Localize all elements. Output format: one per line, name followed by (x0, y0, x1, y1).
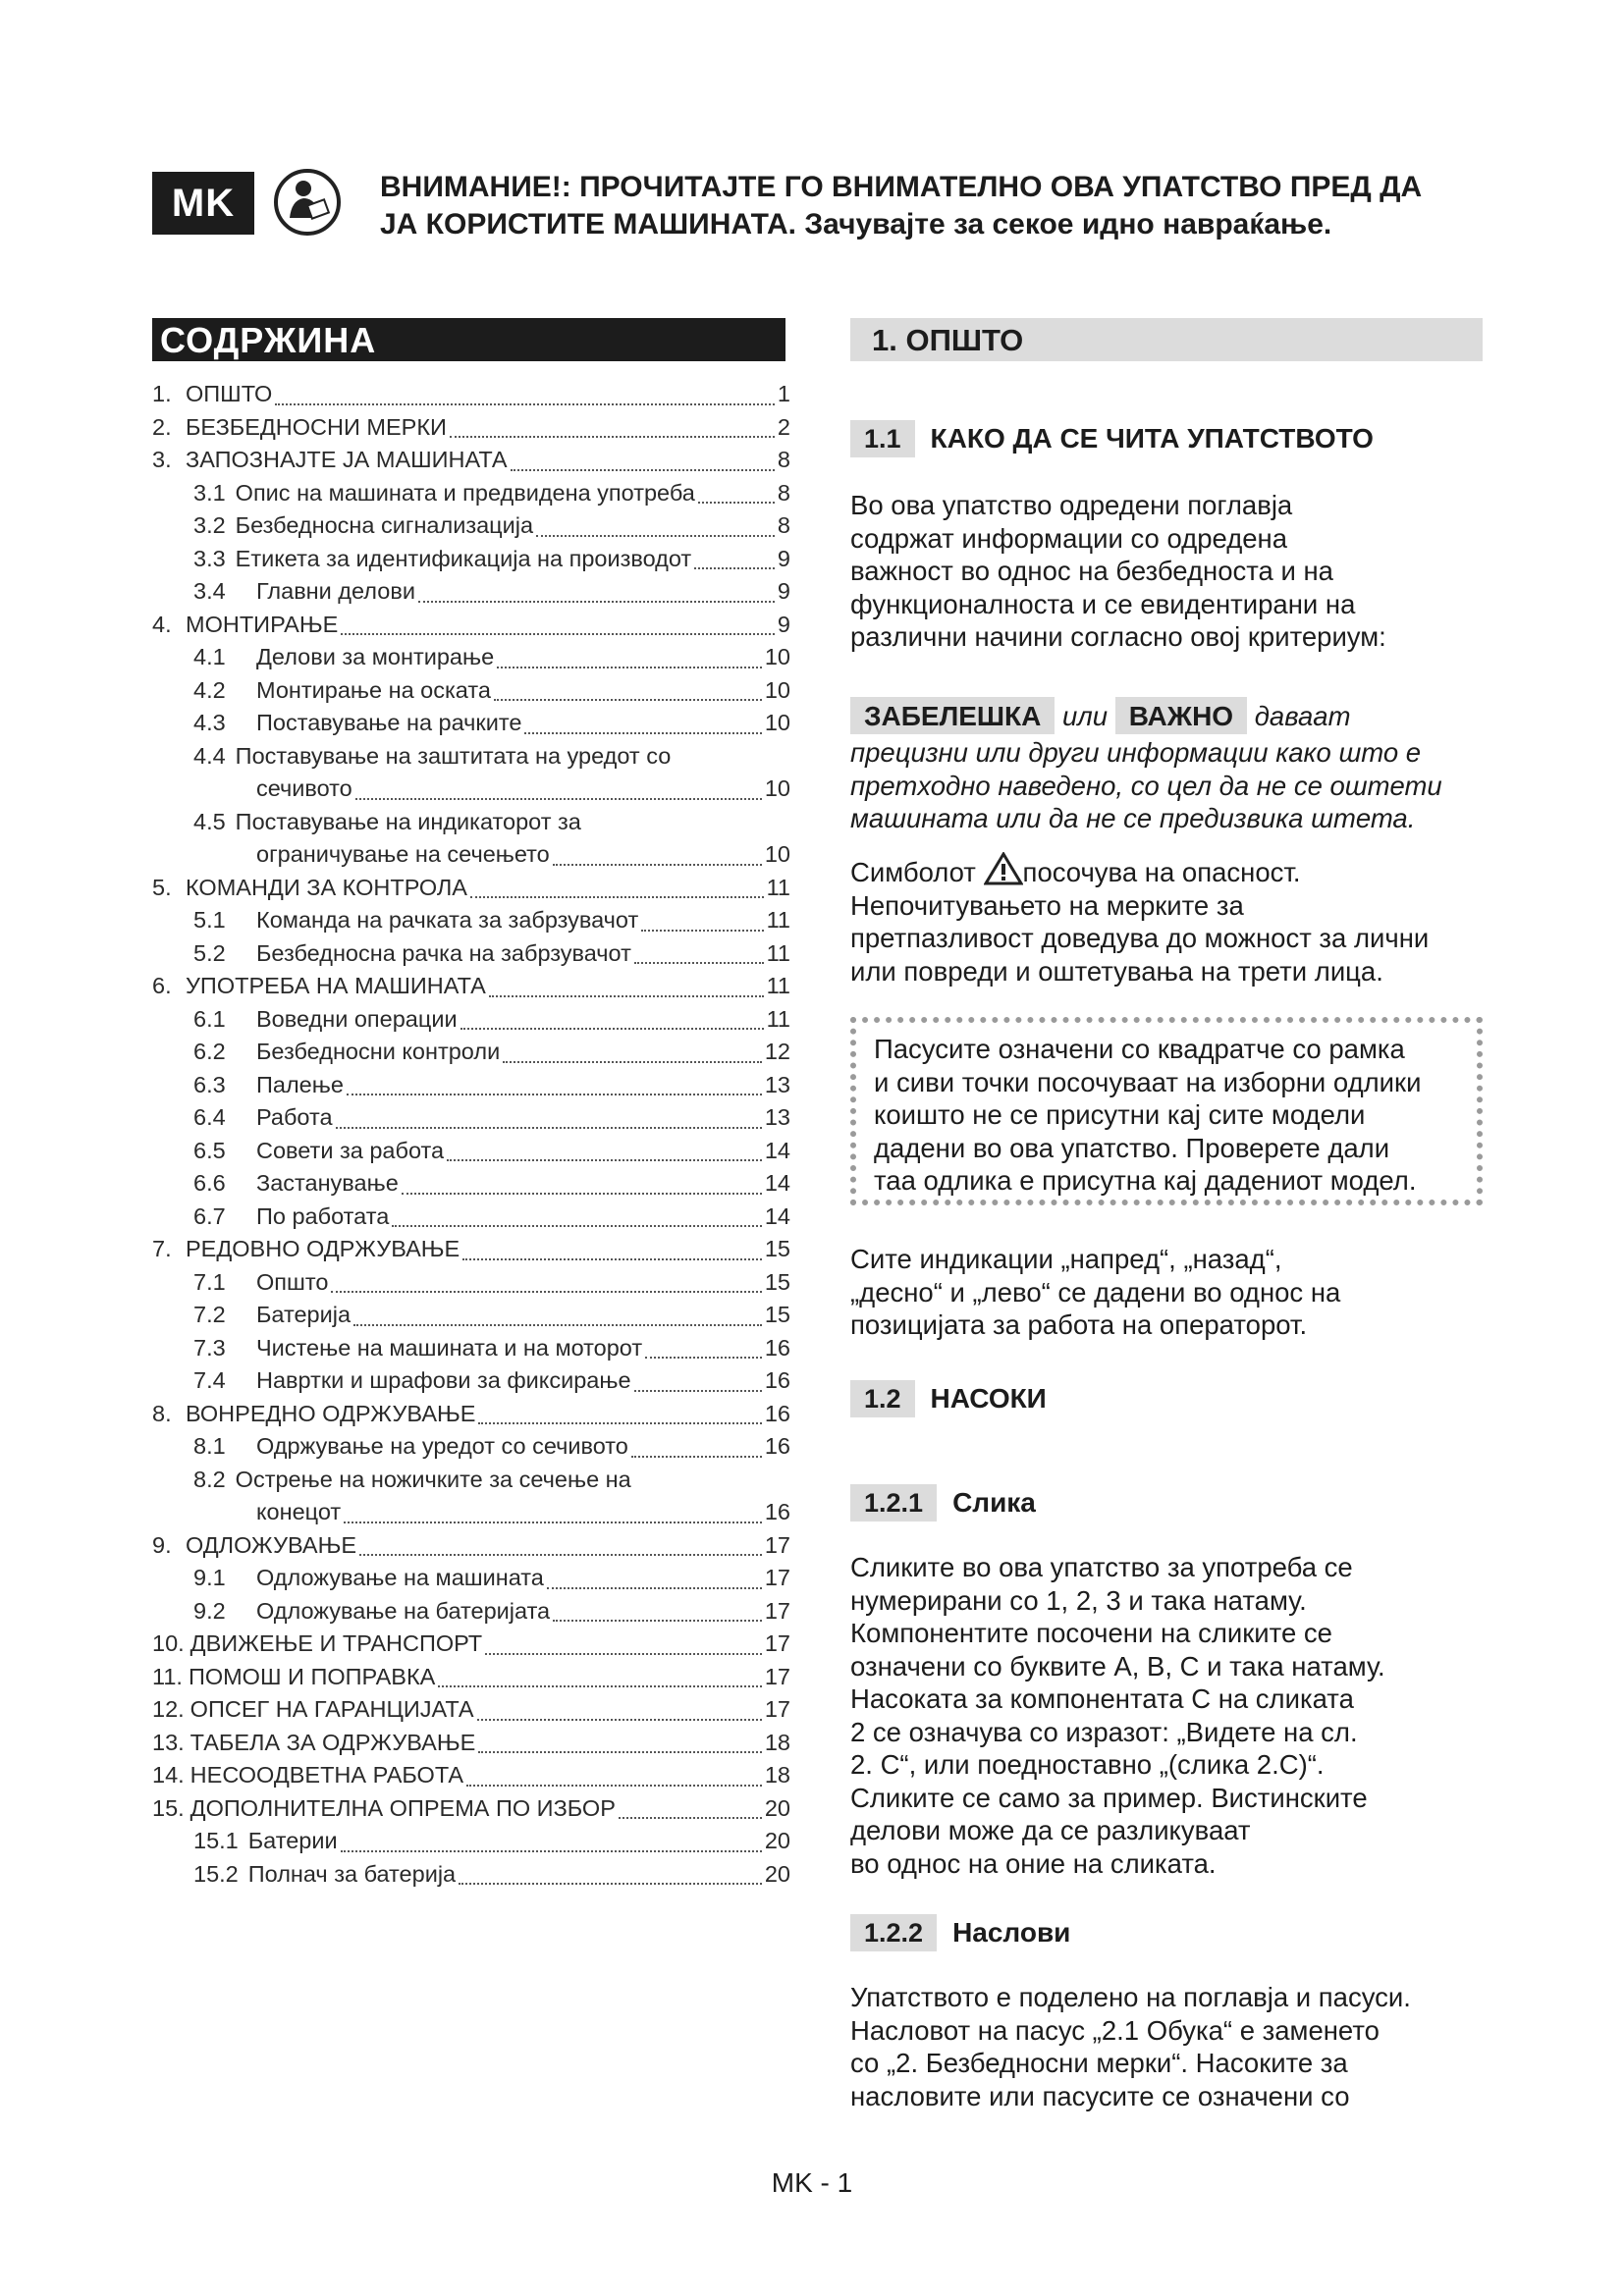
toc-dot-leader (698, 502, 775, 504)
warning-triangle-icon (984, 852, 1023, 885)
toc-entry-label: Застанување (256, 1170, 399, 1196)
subsection-title: НАСОКИ (930, 1383, 1047, 1414)
language-badge: MK (152, 172, 254, 235)
toc-entry-page: 11 (766, 907, 790, 933)
toc-entry-page: 16 (764, 1334, 790, 1361)
toc-entry-page: 9 (777, 611, 790, 637)
toc-dot-leader (497, 667, 762, 668)
toc-entry-number: 14. (152, 1762, 185, 1788)
text-line: 2. C“, или поедноставно „(слика 2.C)“. (850, 1749, 1325, 1780)
toc-entry-number: 4. (152, 611, 172, 637)
toc-entry (152, 677, 790, 711)
toc-entry-page: 20 (764, 1860, 790, 1887)
toc-dot-leader (353, 1324, 762, 1326)
toc-dot-leader (634, 1390, 762, 1392)
danger-paragraph (850, 852, 1489, 988)
toc-dot-leader (631, 1456, 762, 1458)
toc-entry (152, 546, 790, 579)
text-line: 2 се означува со изразот: „Видете на сл. (850, 1716, 1358, 1747)
toc-entry-page: 2 (777, 413, 790, 440)
toc-entry-label: Монтирање на оската (256, 676, 491, 703)
toc-entry-number: 6.2 (193, 1039, 226, 1064)
toc-entry (152, 1828, 790, 1861)
toc-entry-number: 6. (152, 973, 172, 998)
toc-entry-number: 1. (152, 381, 172, 406)
toc-entry-label: Одложување на машината (256, 1565, 544, 1590)
toc-entry-label: Главни делови (256, 578, 415, 604)
section-title: 1. ОПШТО (850, 318, 1483, 361)
toc-dot-leader (634, 962, 764, 964)
toc-entry (152, 743, 790, 776)
toc-dot-leader (347, 1094, 762, 1095)
toc-entry (152, 907, 790, 940)
note-paragraph (850, 697, 1489, 835)
text-line: различни начини согласно овој критериум: (850, 621, 1386, 652)
toc-entry (152, 940, 790, 974)
subsection-1-1-heading (850, 420, 1374, 457)
text-line: таа одлика е присутна кај дадениот модел. (874, 1165, 1417, 1196)
toc-dot-leader (359, 1554, 762, 1556)
table-of-contents (152, 381, 790, 1894)
toc-entry-label: МОНТИРАЊЕ (186, 611, 339, 637)
toc-entry (152, 381, 790, 414)
text-line: „десно“ и „лево“ се дадени во однос на (850, 1276, 1341, 1308)
toc-entry (152, 1795, 790, 1829)
toc-entry-number: 7.1 (193, 1268, 226, 1295)
toc-dot-leader (478, 1422, 761, 1424)
toc-entry (152, 1433, 790, 1467)
text-line: Компонентите посочени на сликите се (850, 1618, 1332, 1648)
subsection-1-2-1-heading (850, 1484, 1036, 1522)
text-line: Насловот на пасус „2.1 Обука“ е заменето (850, 2014, 1380, 2046)
toc-entry-page: 16 (764, 1367, 790, 1393)
toc-entry (152, 1138, 790, 1171)
toc-entry-label: Навртки и шрафови за фиксирање (256, 1367, 631, 1393)
toc-entry-number: 4.2 (193, 676, 226, 703)
toc-entry-page: 8 (777, 479, 790, 506)
toc-dot-leader (536, 535, 775, 537)
toc-entry-number: 6.7 (193, 1202, 226, 1229)
toc-entry-label: КОМАНДИ ЗА КОНТРОЛА (186, 874, 467, 900)
toc-dot-leader (641, 930, 763, 932)
text-line: претходно наведено, со цел да не се оштети (850, 770, 1442, 801)
toc-entry-number: 15.1 (193, 1828, 239, 1853)
toc-entry-page: 8 (777, 447, 790, 472)
toc-entry (152, 1499, 790, 1532)
toc-entry-label: ОПСЕГ НА ГАРАНЦИЈАТА (189, 1696, 474, 1722)
direction-paragraph (850, 1243, 1489, 1342)
toc-dot-leader (450, 436, 775, 438)
text-line: Упатството е поделено на поглавја и пасуси. (850, 1982, 1411, 2012)
toc-entry-page: 17 (764, 1630, 790, 1656)
toc-entry-label: Поставување на заштитата на уредот со (235, 742, 672, 769)
toc-entry-number: 7. (152, 1236, 172, 1261)
toc-entry (152, 1598, 790, 1631)
intro-paragraph (850, 489, 1489, 654)
toc-entry-page: 15 (764, 1236, 790, 1261)
toc-entry-number: 5.1 (193, 907, 226, 933)
text-line: позицијата за работа на операторот. (850, 1309, 1308, 1340)
toc-entry (152, 1170, 790, 1203)
toc-entry-page: 14 (764, 1170, 790, 1196)
toc-entry (152, 1762, 790, 1795)
toc-dot-leader (489, 995, 764, 997)
toc-entry-number: 8. (152, 1400, 172, 1426)
toc-entry (152, 1236, 790, 1269)
symbol-after-text: посочува на опасност. (1022, 857, 1301, 887)
toc-entry-page: 10 (764, 841, 790, 867)
text-line: и сиви точки посочуваат на изборни одлики (874, 1066, 1422, 1097)
toc-entry (152, 1532, 790, 1566)
toc-dot-leader (619, 1817, 762, 1819)
toc-entry-label: ДОПОЛНИТЕЛНА ОПРЕМА ПО ИЗБОР (189, 1794, 616, 1821)
text-line: делови може да се разликуваат (850, 1815, 1251, 1845)
toc-entry-page: 17 (764, 1565, 790, 1590)
toc-entry (152, 1730, 790, 1763)
subsection-1-2-heading (850, 1380, 1047, 1417)
toc-entry (152, 480, 790, 513)
toc-entry-label: Воведни операции (256, 1005, 458, 1032)
toc-entry-label: По работата (256, 1202, 390, 1229)
toc-entry-label: ограничување на сечењето (256, 841, 550, 867)
toc-entry (152, 1367, 790, 1401)
text-line: коишто не се присутни кај сите модели (874, 1099, 1366, 1130)
toc-entry-page: 10 (764, 775, 790, 801)
text-line: машината или да не се предизвика штета. (850, 803, 1416, 833)
figures-paragraph (850, 1551, 1489, 1880)
text-line: функционалноста и се евидентирани на (850, 588, 1356, 619)
toc-entry (152, 1664, 790, 1697)
toc-entry-page: 15 (764, 1268, 790, 1295)
toc-entry-number: 8.1 (193, 1433, 226, 1459)
toc-entry-number: 9.2 (193, 1597, 226, 1624)
toc-dot-leader (478, 1751, 762, 1753)
toc-entry-label: Безбедносни контроли (256, 1039, 501, 1064)
toc-entry-number: 7.3 (193, 1334, 226, 1361)
toc-entry-page: 14 (764, 1137, 790, 1163)
toc-dot-leader (553, 864, 762, 866)
toc-entry (152, 841, 790, 875)
toc-dot-leader (503, 1061, 762, 1063)
give-word: даваат (1254, 701, 1351, 731)
text-line: Пасусите означени со квадратче со рамка (874, 1034, 1405, 1064)
toc-entry-number: 4.3 (193, 710, 226, 735)
subsection-number: 1.2.2 (850, 1914, 937, 1951)
toc-entry-page: 11 (766, 939, 790, 966)
toc-entry-page: 10 (764, 644, 790, 669)
toc-entry-page: 16 (764, 1499, 790, 1524)
text-line: претпазливост доведува до можност за лични (850, 923, 1430, 953)
toc-entry-number: 7.2 (193, 1302, 226, 1327)
toc-entry-number: 15.2 (193, 1860, 239, 1887)
or-word: или (1061, 701, 1109, 731)
toc-entry-number: 4.1 (193, 644, 226, 669)
toc-dot-leader (341, 633, 775, 635)
toc-entry-label: Совети за работа (256, 1137, 445, 1163)
text-line: Сликите во ова упатство за употреба се (850, 1552, 1353, 1582)
text-line: со „2. Безбедносни мерки“. Насоките за (850, 2048, 1348, 2078)
toc-entry-label: РЕДОВНО ОДРЖУВАЊЕ (186, 1236, 460, 1261)
toc-entry (152, 1696, 790, 1730)
toc-entry-label: Полнач за батерија (247, 1860, 457, 1887)
toc-entry-number: 9.1 (193, 1565, 226, 1590)
text-line: означени со буквите A, B, C и така натаму. (850, 1650, 1385, 1682)
toc-entry (152, 1302, 790, 1335)
toc-entry (152, 1072, 790, 1105)
toc-entry-number: 4.4 (193, 742, 226, 769)
toc-title: СОДРЖИНА (152, 318, 785, 361)
toc-entry-page: 1 (777, 381, 790, 406)
toc-entry-number: 6.6 (193, 1170, 226, 1196)
toc-entry-page: 17 (764, 1696, 790, 1722)
warning-line-2: ЈА КОРИСТИТЕ МАШИНАТА. Зачувајте за секое идно навраќање. (380, 208, 1332, 240)
toc-entry-page: 16 (764, 1400, 790, 1426)
toc-entry-label: ТАБЕЛА ЗА ОДРЖУВАЊЕ (189, 1729, 476, 1755)
toc-entry (152, 1565, 790, 1598)
toc-entry (152, 1630, 790, 1664)
text-line: насловите или пасусите се означени со (850, 2080, 1350, 2111)
toc-dot-leader (341, 1850, 762, 1852)
toc-dot-leader (392, 1225, 762, 1227)
toc-entry-label: Етикета за идентификација на производот (235, 545, 692, 571)
toc-entry-label: ДВИЖЕЊЕ И ТРАНСПОРТ (189, 1630, 483, 1656)
toc-entry-number: 3.3 (193, 545, 226, 571)
toc-entry-page: 15 (764, 1302, 790, 1327)
toc-entry-label: Безбедносна сигнализација (235, 512, 534, 538)
toc-dot-leader (460, 1028, 764, 1030)
text-line: Во ова упатство одредени поглавја (850, 490, 1293, 520)
toc-entry-number: 13. (152, 1729, 185, 1755)
toc-entry-page: 9 (777, 578, 790, 604)
toc-dot-leader (485, 1653, 762, 1655)
toc-entry-number: 12. (152, 1696, 185, 1722)
symbol-before-text: Симболот (850, 857, 976, 887)
toc-entry-page: 13 (764, 1071, 790, 1097)
toc-dot-leader (418, 601, 775, 603)
warning-text (380, 169, 1460, 243)
toc-entry (152, 1401, 790, 1434)
toc-entry-label: Одложување на батеријата (256, 1597, 551, 1624)
toc-entry-label: Острење на ножичките за сечење на (235, 1466, 631, 1492)
toc-entry-label: конецот (256, 1499, 342, 1524)
toc-entry-label: Безбедносна рачка на забрзувачот (256, 939, 631, 966)
toc-dot-leader (331, 1291, 761, 1293)
toc-entry-page: 9 (777, 545, 790, 571)
toc-entry (152, 1467, 790, 1500)
toc-entry (152, 414, 790, 448)
toc-entry-label: Поставување на индикаторот за (235, 808, 581, 834)
text-line: или повреди и оштетувања на трети лица. (850, 955, 1383, 987)
toc-entry-page: 8 (777, 512, 790, 538)
toc-dot-leader (547, 1587, 762, 1589)
toc-entry-page: 18 (764, 1729, 790, 1755)
toc-entry (152, 809, 790, 842)
toc-entry (152, 775, 790, 809)
toc-entry (152, 512, 790, 546)
toc-entry-label: Опис на машината и предвидена употреба (235, 479, 695, 506)
text-line: дадени во ова упатство. Проверете дали (874, 1132, 1390, 1163)
toc-entry-number: 2. (152, 413, 172, 440)
warning-line-1: ВНИМАНИЕ!: ПРОЧИТАЈТЕ ГО ВНИМАТЕЛНО ОВА УПАТСТВО ПРЕД ДА (380, 171, 1423, 203)
toc-entry-number: 11. (152, 1663, 183, 1689)
toc-entry-page: 20 (764, 1794, 790, 1821)
toc-entry-number: 8.2 (193, 1466, 226, 1492)
toc-entry-label: Батерија (256, 1302, 352, 1327)
toc-entry-page: 10 (764, 676, 790, 703)
toc-entry (152, 1039, 790, 1072)
toc-entry-label: ОДЛОЖУВАЊЕ (186, 1531, 356, 1558)
toc-entry (152, 875, 790, 908)
toc-entry-page: 16 (764, 1433, 790, 1459)
toc-entry-label: Општо (256, 1268, 329, 1295)
toc-dot-leader (470, 896, 764, 898)
toc-entry-number: 6.5 (193, 1137, 226, 1163)
toc-entry-number: 10. (152, 1630, 185, 1656)
toc-dot-leader (459, 1883, 762, 1885)
toc-entry (152, 710, 790, 743)
toc-entry-number: 3.2 (193, 512, 226, 538)
headings-paragraph (850, 1981, 1489, 2112)
toc-entry-page: 14 (764, 1202, 790, 1229)
toc-entry-label: сечивото (256, 775, 352, 801)
toc-dot-leader (344, 1522, 762, 1523)
toc-entry-label: НЕСООДВЕТНА РАБОТА (189, 1762, 464, 1788)
toc-dot-leader (694, 567, 775, 569)
toc-entry-page: 10 (764, 710, 790, 735)
toc-entry-page: 17 (764, 1597, 790, 1624)
toc-entry (152, 612, 790, 645)
toc-entry-label: ОПШТО (186, 381, 273, 406)
text-line: во однос на оние на сликата. (850, 1847, 1217, 1879)
toc-dot-leader (336, 1127, 762, 1129)
toc-entry (152, 1861, 790, 1895)
text-line: прецизни или други информации како што е (850, 737, 1422, 768)
toc-entry (152, 1203, 790, 1237)
toc-dot-leader (275, 403, 775, 405)
subsection-number: 1.2 (850, 1380, 915, 1417)
toc-entry-label: ЗАПОЗНАЈТЕ ЈА МАШИНАТА (186, 447, 508, 472)
toc-entry (152, 1104, 790, 1138)
toc-entry-label: Чистење на машината и на моторот (256, 1334, 643, 1361)
toc-entry (152, 973, 790, 1006)
toc-entry-label: Одржување на уредот со сечивото (256, 1433, 628, 1459)
subsection-number: 1.2.1 (850, 1484, 937, 1522)
toc-dot-leader (511, 469, 775, 471)
toc-entry-page: 11 (766, 973, 790, 998)
text-line: Сликите се само за пример. Вистинските (850, 1782, 1368, 1813)
toc-dot-leader (553, 1620, 762, 1622)
text-line: Сите индикации „напред“, „назад“, (850, 1244, 1282, 1274)
toc-dot-leader (355, 798, 762, 800)
text-line: нумерирани со 1, 2, 3 и така натаму. (850, 1584, 1307, 1616)
toc-entry-number: 7.4 (193, 1367, 226, 1393)
toc-entry-page: 18 (764, 1762, 790, 1788)
toc-entry-number: 6.1 (193, 1005, 226, 1032)
toc-entry (152, 578, 790, 612)
toc-dot-leader (477, 1719, 762, 1721)
toc-entry (152, 644, 790, 677)
toc-dot-leader (466, 1785, 762, 1787)
toc-entry-page: 11 (766, 1005, 790, 1032)
note-tag: ЗАБЕЛЕШКА (850, 697, 1055, 734)
toc-entry-number: 6.4 (193, 1104, 226, 1130)
toc-entry-page: 11 (766, 874, 790, 900)
subsection-title: Слика (952, 1487, 1036, 1518)
toc-entry-number: 5.2 (193, 939, 226, 966)
toc-entry-label: ВОНРЕДНО ОДРЖУВАЊЕ (186, 1400, 476, 1426)
toc-entry-number: 5. (152, 874, 172, 900)
toc-entry-number: 15. (152, 1794, 185, 1821)
toc-dot-leader (447, 1159, 762, 1161)
subsection-number: 1.1 (850, 420, 915, 457)
toc-entry (152, 1335, 790, 1368)
optional-feature-box (850, 1017, 1483, 1205)
text-line: важност во однос на безбедноста и на (850, 556, 1333, 586)
toc-dot-leader (462, 1258, 762, 1260)
toc-dot-leader (438, 1685, 762, 1687)
toc-entry-label: Работа (256, 1104, 333, 1130)
toc-entry-number: 3.1 (193, 479, 226, 506)
text-line: содржат информации со одредена (850, 522, 1288, 554)
toc-entry (152, 1006, 790, 1040)
important-tag: ВАЖНО (1115, 697, 1247, 734)
page-number: MK - 1 (771, 2167, 853, 2198)
subsection-1-2-2-heading (850, 1914, 1070, 1951)
toc-dot-leader (645, 1357, 762, 1359)
toc-entry-page: 12 (764, 1039, 790, 1064)
toc-entry-label: Делови за монтирање (256, 644, 495, 669)
read-manual-icon (274, 169, 341, 236)
toc-dot-leader (524, 732, 761, 734)
toc-entry-label: ПОМОШ И ПОПРАВКА (188, 1663, 436, 1689)
toc-dot-leader (494, 699, 762, 701)
toc-entry-label: БЕЗБЕДНОСНИ МЕРКИ (186, 413, 447, 440)
text-line: Непочитувањето на мерките за (850, 889, 1244, 921)
toc-entry-label: Палење (256, 1071, 344, 1097)
toc-entry (152, 447, 790, 480)
toc-entry-page: 17 (764, 1663, 790, 1689)
toc-entry-number: 3.4 (193, 578, 226, 604)
toc-entry-label: Батерии (247, 1828, 338, 1853)
toc-entry-label: УПОТРЕБА НА МАШИНАТА (186, 973, 486, 998)
toc-entry-page: 20 (764, 1828, 790, 1853)
toc-entry-number: 9. (152, 1531, 172, 1558)
toc-entry-number: 3. (152, 447, 172, 472)
toc-entry (152, 1269, 790, 1303)
toc-entry-label: Команда на рачката за забрзувачот (256, 907, 639, 933)
toc-entry-page: 13 (764, 1104, 790, 1130)
toc-entry-number: 6.3 (193, 1071, 226, 1097)
page-header (152, 169, 1478, 240)
toc-entry-number: 4.5 (193, 808, 226, 834)
subsection-title: Наслови (952, 1917, 1071, 1948)
toc-entry-page: 17 (764, 1531, 790, 1558)
text-line: Насоката за компонентата C на сликата (850, 1683, 1354, 1714)
toc-dot-leader (402, 1193, 762, 1195)
subsection-title: КАКО ДА СЕ ЧИТА УПАТСТВОТО (930, 423, 1374, 454)
toc-entry-label: Поставување на рачките (256, 710, 522, 735)
